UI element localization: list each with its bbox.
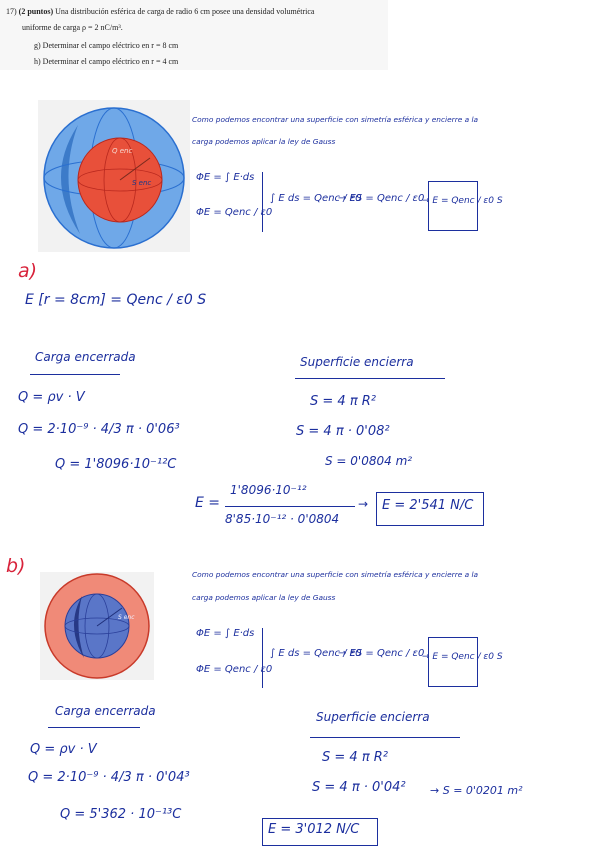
s-encl-label-b: S enc bbox=[118, 614, 135, 621]
gauss-flux-def-a: ΦE = ∫ E·ds bbox=[196, 172, 255, 183]
intro-line1-b: Como podemos encontrar una superficie con simetría esférica y encierre a la bbox=[192, 570, 479, 579]
part-b-e-result: E = 3'012 N/C bbox=[268, 822, 360, 837]
sphere-figure-a bbox=[38, 100, 190, 252]
part-a-e-num: 1'8096·10⁻¹² bbox=[230, 483, 307, 497]
part-b-q3: Q = 5'362 · 10⁻¹³C bbox=[60, 807, 182, 822]
part-b-s3: → S = 0'0201 m² bbox=[430, 784, 523, 797]
part-a-q3: Q = 1'8096·10⁻¹²C bbox=[55, 457, 177, 472]
part-b-surface-underline bbox=[310, 737, 460, 738]
gauss-flux-law-b: ΦE = Qenc / ε0 bbox=[196, 664, 273, 675]
problem-item-g: g) Determinar el campo eléctrico en r = 8 cm bbox=[34, 41, 179, 50]
part-b-s1: S = 4 π R² bbox=[322, 750, 389, 765]
part-b-label: b) bbox=[6, 555, 26, 577]
problem-statement-2: uniforme de carga ρ = 2 nC/m³. bbox=[22, 23, 123, 32]
gauss-result-b: → E = Qenc / ε0 S bbox=[422, 652, 503, 662]
gauss-bracket-b bbox=[262, 628, 263, 688]
part-a-s3: S = 0'0804 m² bbox=[325, 454, 413, 468]
part-a-surface-title: Superficie encierra bbox=[300, 355, 414, 369]
gauss-integral-a: ∫ E ds = Qenc / ε0 bbox=[270, 193, 362, 204]
part-b-charge-title: Carga encerrada bbox=[55, 704, 156, 718]
intro-line2-a: carga podemos aplicar la ley de Gauss bbox=[192, 137, 336, 146]
part-a-e-result: E = 2'541 N/C bbox=[382, 498, 474, 513]
part-b-charge-underline bbox=[48, 727, 140, 728]
problem-number: 17) (2 puntos) Una distribución esférica de carga de radio 6 cm posee una densidad volumétrica bbox=[6, 7, 315, 16]
part-a-e-symbol: E = bbox=[195, 495, 221, 511]
gauss-result-box-a bbox=[428, 181, 478, 231]
gauss-es-b: → ES = Qenc / ε0 bbox=[338, 648, 425, 659]
part-a-q2: Q = 2·10⁻⁹ · 4/3 π · 0'06³ bbox=[18, 422, 180, 437]
s-encl-label-a: S enc bbox=[132, 179, 152, 187]
part-a-surface-underline bbox=[295, 378, 445, 379]
gauss-result-box-b bbox=[428, 637, 478, 687]
part-b-surface-title: Superficie encierra bbox=[316, 710, 430, 724]
part-a-e-den: 8'85·10⁻¹² · 0'0804 bbox=[225, 512, 340, 526]
gauss-result-a: → E = Qenc / ε0 S bbox=[422, 196, 503, 206]
sphere-figure-b bbox=[40, 572, 154, 680]
part-b-q1: Q = ρv · V bbox=[30, 742, 97, 757]
part-a-s2: S = 4 π · 0'08² bbox=[296, 424, 390, 439]
part-a-label: a) bbox=[18, 260, 38, 282]
part-a-fraction-bar bbox=[225, 506, 355, 507]
gauss-flux-def-b: ΦE = ∫ E·ds bbox=[196, 628, 255, 639]
part-a-q1: Q = ρv · V bbox=[18, 390, 85, 405]
gauss-integral-b: ∫ E ds = Qenc / ε0 bbox=[270, 648, 362, 659]
part-a-charge-underline bbox=[30, 374, 120, 375]
part-a-formula: E [r = 8cm] = Qenc / ε0 S bbox=[25, 292, 207, 308]
problem-item-h: h) Determinar el campo eléctrico en r = 4 cm bbox=[34, 57, 179, 66]
q-encl-label-a: Q enc bbox=[112, 147, 133, 155]
part-a-charge-title: Carga encerrada bbox=[35, 350, 136, 364]
part-a-arrow: → bbox=[358, 497, 369, 511]
part-b-s2: S = 4 π · 0'04² bbox=[312, 780, 406, 795]
gauss-flux-law-a: ΦE = Qenc / ε0 bbox=[196, 207, 273, 218]
gauss-es-a: → ES = Qenc / ε0 bbox=[338, 193, 425, 204]
part-a-s1: S = 4 π R² bbox=[310, 394, 377, 409]
part-b-q2: Q = 2·10⁻⁹ · 4/3 π · 0'04³ bbox=[28, 770, 190, 785]
intro-line1-a: Como podemos encontrar una superficie con simetría esférica y encierre a la bbox=[192, 115, 479, 124]
intro-line2-b: carga podemos aplicar la ley de Gauss bbox=[192, 593, 336, 602]
gauss-bracket-a bbox=[262, 172, 263, 232]
